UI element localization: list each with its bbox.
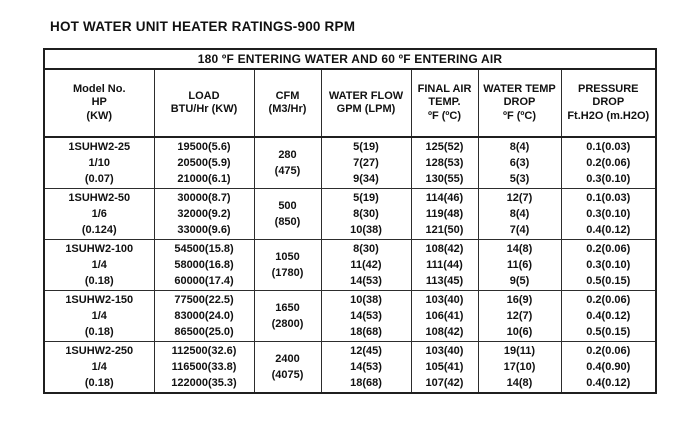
column-header-pressure-drop: PRESSURE DROP Ft.H2O (m.H2O) [561,69,656,137]
cell-cfm: 1050 (1780) [254,240,321,291]
table-banner: 180 ºF ENTERING WATER AND 60 ºF ENTERING AIR [44,49,656,69]
cell-model: 1SUHW2-50 1/6 (0.124) [44,189,154,240]
table-row [44,291,656,342]
cell-cfm: 500 (850) [254,189,321,240]
page-title: HOT WATER UNIT HEATER RATINGS-900 RPM [50,19,356,34]
cell-load: 30000(8.7) 32000(9.2) 33000(9.6) [154,189,254,240]
cell-water-flow: 5(19) 8(30) 10(38) [321,189,411,240]
ratings-table [43,48,657,394]
cell-final-air-temp: 125(52) 128(53) 130(55) [411,137,478,189]
cell-load: 19500(5.6) 20500(5.9) 21000(6.1) [154,137,254,189]
table-banner-row [44,49,656,69]
cell-water-flow: 10(38) 14(53) 18(68) [321,291,411,342]
cell-load: 112500(32.6) 116500(33.8) 122000(35.3) [154,342,254,394]
cell-pressure-drop: 0.2(0.06) 0.3(0.10) 0.5(0.15) [561,240,656,291]
cell-model: 1SUHW2-25 1/10 (0.07) [44,137,154,189]
column-header-final-air-temp: FINAL AIR TEMP. ºF (ºC) [411,69,478,137]
cell-pressure-drop: 0.2(0.06) 0.4(0.12) 0.5(0.15) [561,291,656,342]
cell-load: 77500(22.5) 83000(24.0) 86500(25.0) [154,291,254,342]
cell-cfm: 1650 (2800) [254,291,321,342]
cell-cfm: 2400 (4075) [254,342,321,394]
cell-model: 1SUHW2-250 1/4 (0.18) [44,342,154,394]
cell-model: 1SUHW2-100 1/4 (0.18) [44,240,154,291]
cell-load: 54500(15.8) 58000(16.8) 60000(17.4) [154,240,254,291]
cell-final-air-temp: 114(46) 119(48) 121(50) [411,189,478,240]
table-header-row [44,69,656,137]
cell-model: 1SUHW2-150 1/4 (0.18) [44,291,154,342]
table-row [44,137,656,189]
cell-final-air-temp: 103(40) 106(41) 108(42) [411,291,478,342]
cell-water-temp-drop: 19(11) 17(10) 14(8) [478,342,561,394]
column-header-load: LOAD BTU/Hr (KW) [154,69,254,137]
column-header-model: Model No. HP (KW) [44,69,154,137]
cell-water-temp-drop: 8(4) 6(3) 5(3) [478,137,561,189]
cell-final-air-temp: 103(40) 105(41) 107(42) [411,342,478,394]
table-row [44,342,656,394]
cell-pressure-drop: 0.1(0.03) 0.3(0.10) 0.4(0.12) [561,189,656,240]
cell-water-flow: 5(19) 7(27) 9(34) [321,137,411,189]
column-header-water-temp-drop: WATER TEMP DROP ºF (ºC) [478,69,561,137]
column-header-water-flow: WATER FLOW GPM (LPM) [321,69,411,137]
table-row [44,240,656,291]
cell-water-temp-drop: 14(8) 11(6) 9(5) [478,240,561,291]
cell-water-temp-drop: 16(9) 12(7) 10(6) [478,291,561,342]
table-row [44,189,656,240]
column-header-cfm: CFM (M3/Hr) [254,69,321,137]
cell-pressure-drop: 0.2(0.06) 0.4(0.90) 0.4(0.12) [561,342,656,394]
cell-pressure-drop: 0.1(0.03) 0.2(0.06) 0.3(0.10) [561,137,656,189]
cell-water-temp-drop: 12(7) 8(4) 7(4) [478,189,561,240]
cell-cfm: 280 (475) [254,137,321,189]
cell-water-flow: 12(45) 14(53) 18(68) [321,342,411,394]
cell-final-air-temp: 108(42) 111(44) 113(45) [411,240,478,291]
cell-water-flow: 8(30) 11(42) 14(53) [321,240,411,291]
